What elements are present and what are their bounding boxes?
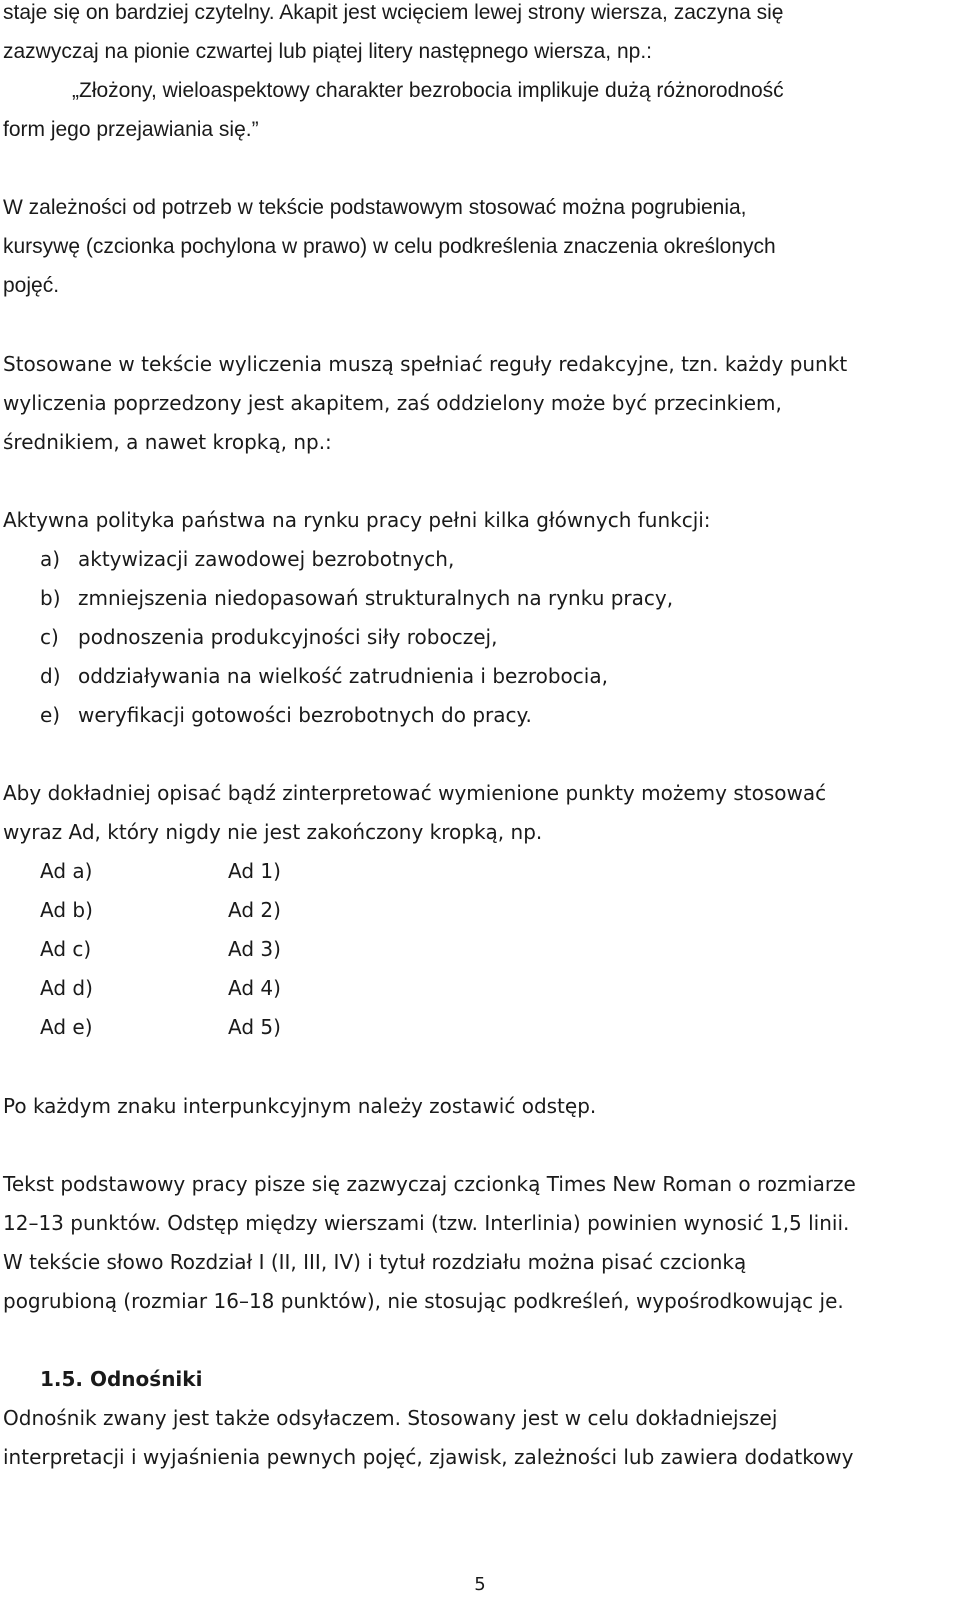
text-line: W tekście słowo Rozdział I (II, III, IV) i tytuł rozdziału można pisać czcionką bbox=[3, 1250, 747, 1274]
list-item-label: e) bbox=[40, 703, 61, 727]
quote-line: form jego przejawiania się.” bbox=[3, 118, 259, 141]
ad-item: Ad 1) bbox=[228, 859, 281, 883]
ad-item: Ad b) bbox=[40, 898, 93, 922]
list-item bbox=[40, 585, 673, 611]
list-item bbox=[40, 702, 532, 728]
text-line: pogrubioną (rozmiar 16–18 punktów), nie stosując podkreśleń, wypośrodkowując je. bbox=[3, 1289, 844, 1313]
text-line: wyraz Ad, który nigdy nie jest zakończony kropką, np. bbox=[3, 820, 543, 844]
text-line: staje się on bardziej czytelny. Akapit jest wcięciem lewej strony wiersza, zaczyna się bbox=[3, 1, 784, 24]
list-item-text: oddziaływania na wielkość zatrudnienia i bezrobocia, bbox=[78, 664, 608, 688]
text-line: Po każdym znaku interpunkcyjnym należy zostawić odstęp. bbox=[3, 1094, 597, 1118]
text-line: Stosowane w tekście wyliczenia muszą spełniać reguły redakcyjne, tzn. każdy punkt bbox=[3, 352, 848, 376]
list-item bbox=[40, 663, 608, 689]
text-line: kursywę (czcionka pochylona w prawo) w celu podkreślenia znaczenia określonych bbox=[3, 235, 776, 258]
list-item-label: b) bbox=[40, 586, 61, 610]
quote-line: „Złożony, wieloaspektowy charakter bezrobocia implikuje dużą różnorodność bbox=[72, 79, 784, 102]
ad-item: Ad 4) bbox=[228, 976, 281, 1000]
list-item-text: zmniejszenia niedopasowań strukturalnych na rynku pracy, bbox=[78, 586, 674, 610]
list-item bbox=[40, 546, 454, 572]
list-item-text: podnoszenia produkcyjności siły roboczej, bbox=[78, 625, 498, 649]
list-item-text: weryfikacji gotowości bezrobotnych do pracy. bbox=[78, 703, 532, 727]
text-line: pojęć. bbox=[3, 274, 60, 297]
list-item bbox=[40, 624, 497, 650]
list-item-label: c) bbox=[40, 625, 59, 649]
list-item-text: aktywizacji zawodowej bezrobotnych, bbox=[78, 547, 455, 571]
text-line: W zależności od potrzeb w tekście podstawowym stosować można pogrubienia, bbox=[3, 196, 747, 219]
list-item-label: a) bbox=[40, 547, 61, 571]
text-line: wyliczenia poprzedzony jest akapitem, zaś oddzielony może być przecinkiem, bbox=[3, 391, 782, 415]
text-line: Tekst podstawowy pracy pisze się zazwyczaj czcionką Times New Roman o rozmiarze bbox=[3, 1172, 856, 1196]
ad-item: Ad 2) bbox=[228, 898, 281, 922]
text-line: średnikiem, a nawet kropką, np.: bbox=[3, 430, 332, 454]
ad-item: Ad 3) bbox=[228, 937, 281, 961]
ad-item: Ad c) bbox=[40, 937, 92, 961]
list-item-label: d) bbox=[40, 664, 61, 688]
ad-item: Ad a) bbox=[40, 859, 93, 883]
text-line: interpretacji i wyjaśnienia pewnych pojęć, zjawisk, zależności lub zawiera dodatkowy bbox=[3, 1445, 854, 1469]
text-line: Aby dokładniej opisać bądź zinterpretować wymienione punkty możemy stosować bbox=[3, 781, 827, 805]
ad-item: Ad 5) bbox=[228, 1015, 281, 1039]
section-heading: 1.5. Odnośniki bbox=[40, 1367, 203, 1391]
list-intro: Aktywna polityka państwa na rynku pracy pełni kilka głównych funkcji: bbox=[3, 508, 711, 532]
text-line: zazwyczaj na pionie czwartej lub piątej litery następnego wiersza, np.: bbox=[3, 40, 653, 63]
page-number: 5 bbox=[474, 1574, 486, 1595]
text-line: Odnośnik zwany jest także odsyłaczem. Stosowany jest w celu dokładniejszej bbox=[3, 1406, 778, 1430]
text-line: 12–13 punktów. Odstęp między wierszami (tzw. Interlinia) powinien wynosić 1,5 linii. bbox=[3, 1211, 850, 1235]
ad-item: Ad e) bbox=[40, 1015, 93, 1039]
ad-item: Ad d) bbox=[40, 976, 93, 1000]
